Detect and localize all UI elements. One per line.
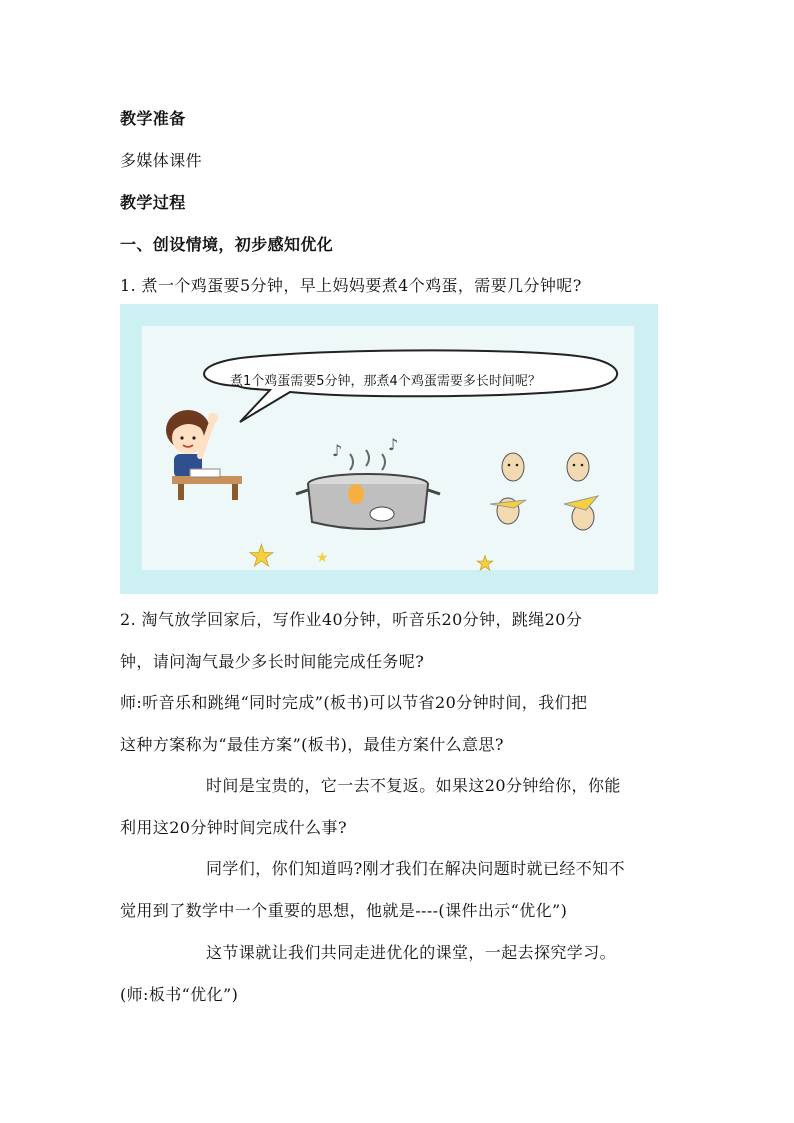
paragraph-3-line1: 这节课就让我们共同走进优化的课堂，一起去探究学习。: [206, 943, 617, 962]
question-1: 1. 煮一个鸡蛋要5分钟，早上妈妈要煮4个鸡蛋，需要几分钟呢?: [120, 276, 582, 295]
courseware-illustration: [120, 304, 658, 594]
speech-bubble-text: 煮1个鸡蛋需要5分钟，那煮4个鸡蛋需要多长时间呢？: [230, 374, 541, 389]
svg-text:★: ★: [316, 550, 329, 566]
question-2-line1: 2. 淘气放学回家后，写作业40分钟，听音乐20分钟，跳绳20分: [120, 610, 583, 629]
paragraph-3-line2: (师:板书“优化”): [120, 985, 239, 1004]
paragraph-2-line1: 同学们，你们知道吗?刚才我们在解决问题时就已经不知不: [206, 859, 625, 878]
svg-text:♪: ♪: [332, 441, 343, 460]
question-2-line2: 钟，请问淘气最少多长时间能完成任务呢?: [120, 652, 425, 671]
paragraph-1-line1: 时间是宝贵的，它一去不复返。如果这20分钟给你，你能: [206, 776, 621, 795]
svg-text:★: ★: [248, 539, 275, 574]
heading-part-one: 一、创设情境，初步感知优化: [120, 235, 334, 254]
teacher-line2: 这种方案称为“最佳方案”(板书)，最佳方案什么意思?: [120, 735, 504, 754]
svg-text:♪: ♪: [388, 435, 399, 454]
heading-teaching-prep: 教学准备: [120, 109, 186, 128]
heading-teaching-process: 教学过程: [120, 193, 186, 212]
teacher-line1: 师:听音乐和跳绳“同时完成”(板书)可以节省20分钟时间，我们把: [120, 693, 588, 712]
star-decorations: [248, 539, 494, 575]
paragraph-2-line2: 觉用到了数学中一个重要的思想，他就是----(课件出示“优化”): [120, 901, 568, 920]
egg-characters-icon: [490, 453, 598, 530]
illustration-drawing: [120, 304, 658, 594]
prep-item: 多媒体课件: [120, 151, 203, 170]
svg-text:★: ★: [476, 551, 494, 575]
student-girl-icon: [166, 410, 242, 500]
cooking-pot-icon: [296, 435, 440, 529]
paragraph-1-line2: 利用这20分钟时间完成什么事?: [120, 818, 347, 837]
